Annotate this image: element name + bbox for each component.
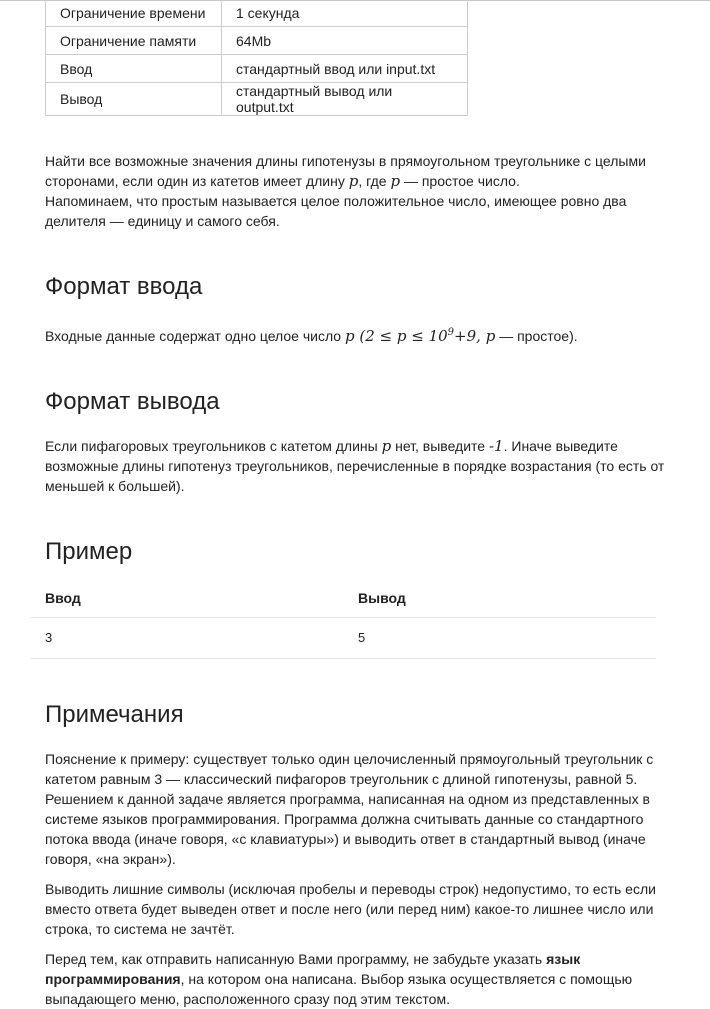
limits-row: [46, 0, 468, 27]
example-header-divider: [31, 617, 656, 618]
example-output-header: Вывод: [358, 590, 406, 606]
limits-value: стандартный ввод или input.txt: [222, 55, 468, 83]
limits-label: Вывод: [46, 83, 222, 116]
input-format-text: [45, 326, 670, 346]
notes-bold-language: язык программирования: [45, 951, 581, 987]
output-format-text: [45, 436, 670, 496]
limits-label: Ограничение памяти: [46, 27, 222, 55]
math-part: ≤ 10: [406, 327, 448, 345]
limits-row: [46, 83, 468, 116]
notes-heading: Примечания: [45, 701, 184, 728]
statement-text: [45, 151, 670, 231]
output-format-text-part: нет, выведите: [391, 438, 489, 454]
limits-value: 1 секунда: [222, 0, 468, 27]
math-var-p: p: [396, 327, 407, 345]
math-part: (2 ≤: [359, 327, 397, 345]
math-minus-one: -1: [488, 437, 504, 455]
output-format-text-part: Если пифагоровых треугольников с катетом длины: [45, 438, 382, 454]
notes-paragraph-1: Пояснение к примеру: существует только один целочисленный прямоугольный треугольник с катетом равным 3 — классический пифагоров треугольник с длиной гипотенузы, равной 5. Решением к данной задаче является программа, написанная на одном из представленных в системе языков программирования. Программа должна считывать данные со стандартного потока ввода (иначе говоря, «с клавиатуры») и выводить ответ в стандартный вывод (иначе говоря, «на экран»).: [45, 751, 654, 867]
notes-paragraph-3: [45, 949, 670, 1009]
input-constraint-math: [345, 327, 495, 345]
input-format-text-part: Входные данные содержат одно целое число: [45, 328, 345, 344]
notes-text-part: Перед тем, как отправить написанную Вами программу, не забудьте указать: [45, 951, 547, 967]
notes-text-part: , на котором она написана. Выбор языка осуществляется с помощью выпадающего меню, расположенного сразу под этим текстом.: [45, 971, 633, 1007]
notes-paragraph-2: Выводить лишние символы (исключая пробелы и переводы строк) недопустимо, то есть если вместо ответа будет выведен ответ и после него (или перед ним) какое-то лишнее число или строка, то система не зачтёт.: [45, 881, 656, 937]
example-input-value: 3: [45, 630, 53, 645]
statement-text-part: , где: [358, 173, 391, 189]
statement-reminder: Напоминаем, что простым называется целое положительное число, имеющее ровно два делителя — единицу и самого себя.: [45, 193, 627, 229]
limits-value: стандартный вывод или output.txt: [222, 83, 468, 116]
math-var-p: p: [390, 172, 401, 190]
limits-value: 64Mb: [222, 27, 468, 55]
example-input-header: Ввод: [45, 590, 81, 606]
math-var-p: p: [381, 437, 392, 455]
limits-label: Ввод: [46, 55, 222, 83]
input-format-heading: Формат ввода: [45, 273, 203, 300]
limits-row: [46, 55, 468, 83]
math-var-p: p: [344, 327, 355, 345]
output-format-heading: Формат вывода: [45, 388, 220, 415]
output-format-text-part: . Иначе выведите возможные длины гипотенуз треугольников, перечисленные в порядке возрастания (то есть от меньшей к большей).: [45, 438, 665, 494]
limits-label: Ограничение времени: [46, 0, 222, 27]
input-format-text-part: — простое).: [495, 328, 578, 344]
example-output-value: 5: [358, 630, 366, 645]
math-var-p: p: [485, 327, 496, 345]
example-heading: Пример: [45, 538, 133, 565]
limits-row: [46, 27, 468, 55]
math-var-p: p: [348, 172, 359, 190]
math-exponent: 9: [447, 327, 455, 338]
example-bottom-divider: [31, 658, 656, 659]
statement-text-part: Найти все возможные значения длины гипотенузы в прямоугольном треугольнике с целыми сторонами, если один из катетов имеет длину: [45, 153, 646, 189]
limits-table: [45, 0, 468, 116]
statement-text-part: — простое число.: [400, 173, 520, 189]
math-part: +9,: [454, 327, 486, 345]
